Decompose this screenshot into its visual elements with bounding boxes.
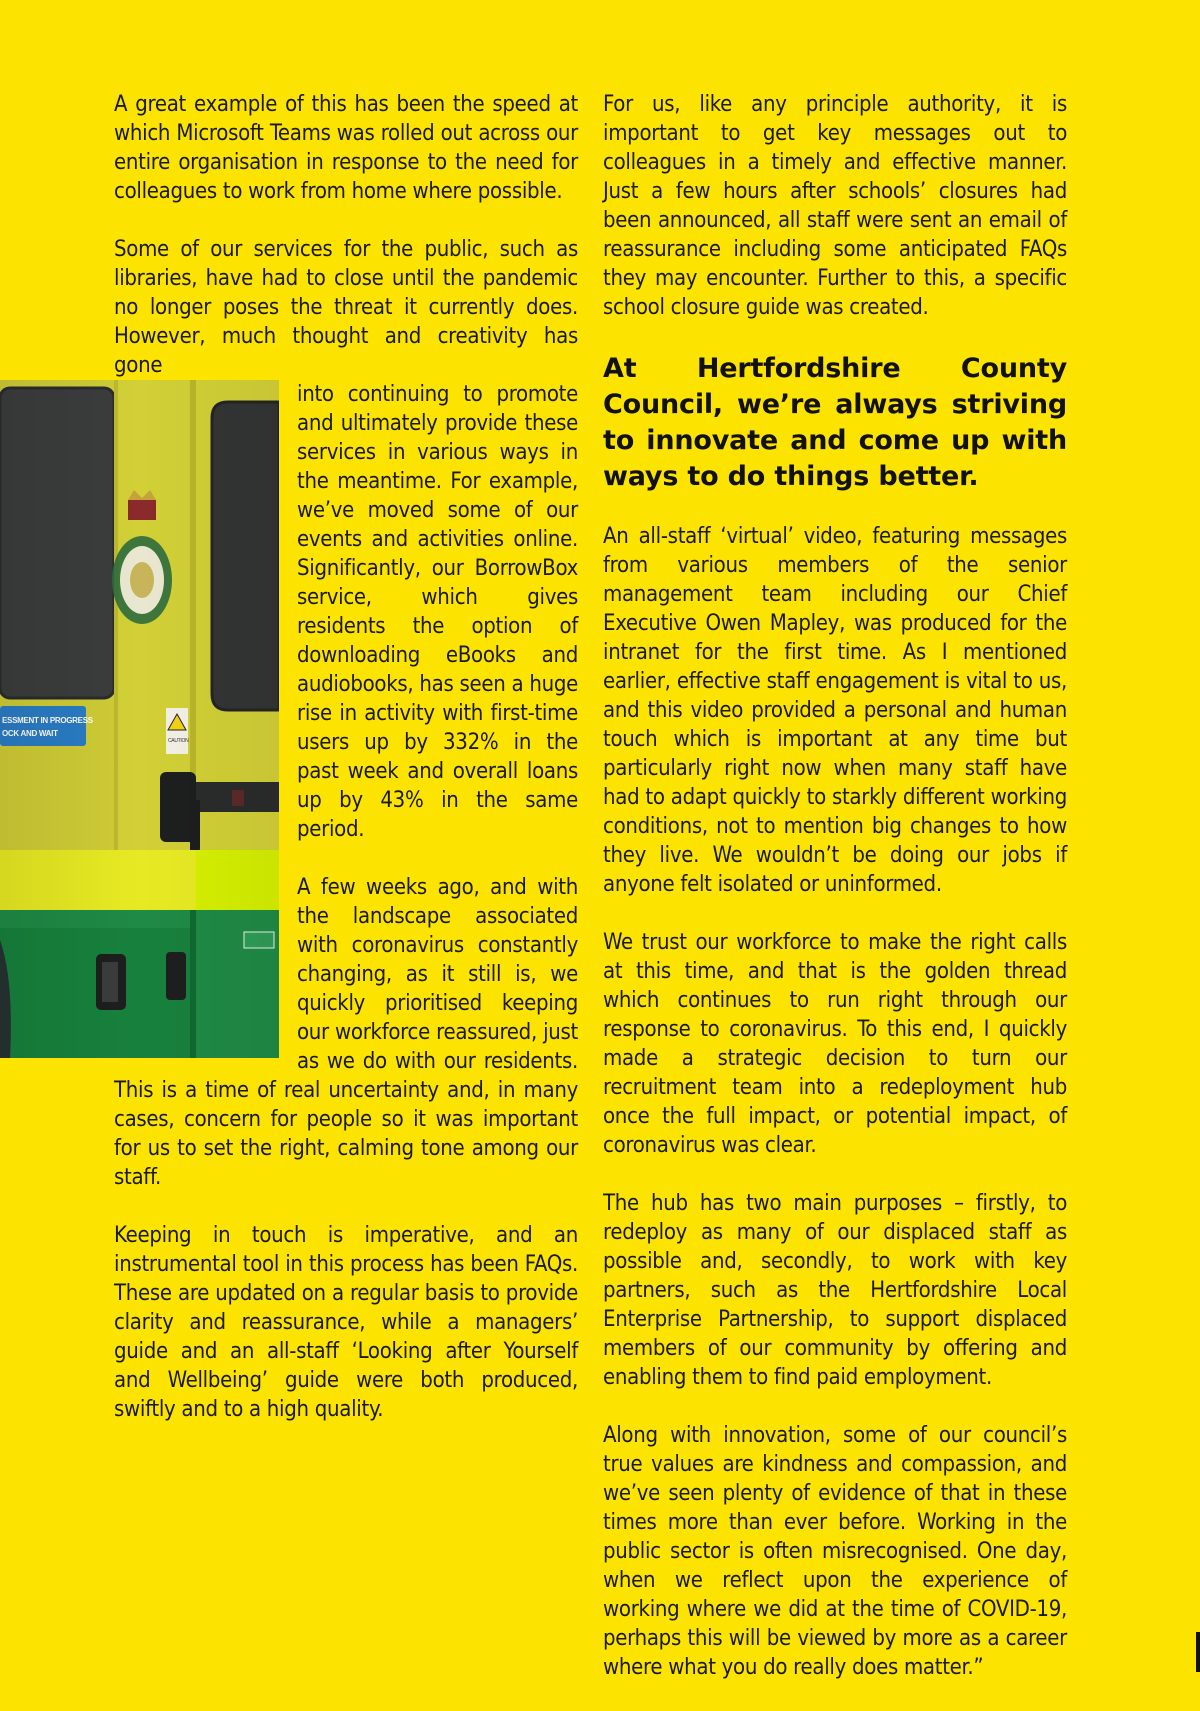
left-paragraph-1: A great example of this has been the speed at which Microsoft Teams was rolled out across our entire organisation in response to the need for colleagues to work from home where possible. (114, 92, 578, 204)
right-paragraph-3: We trust our workforce to make the right calls at this time, and that is the golden thread which continues to run right through our response to coronavirus. To this end, I quickly made a strategic decision to turn our recruitment team into a redeployment hub once the full impact, or potential impact, of coronavirus was clear. (603, 930, 1067, 1158)
ambulance-photo (0, 380, 279, 1058)
left-paragraph-2: into continuing to promote and ultimately provide these services in various ways in the meantime. For example, we’ve moved some of our events and activities online. Significantly, our BorrowBox service, which gives residents the option of downloading eBooks and audiobooks, has seen a huge rise in activity with first-time users up by 332% in the past week and overall loans up by 43% in the same period. (297, 382, 578, 842)
right-paragraph-2: An all-staff ‘virtual’ video, featuring messages from various members of the senior management team including our Chief Executive Owen Mapley, was produced for the intranet for the first time. As I mentioned earlier, effective staff engagement is vital to us, and this video provided a personal and human touch which is important at any time but particularly right now when many staff have had to adapt quickly to starkly different working conditions, not to mention big changes to how they live. We wouldn’t be doing our jobs if anyone felt isolated or uninformed. (603, 524, 1067, 897)
left-paragraph-4: Keeping in touch is imperative, and an instrumental tool in this process has been FAQs. These are updated on a regular basis to provide clarity and reassurance, while a managers’ guide and an all-staff ‘Looking after Yourself and Wellbeing’ guide were both produced, swiftly and to a high quality. (114, 1223, 578, 1422)
pull-quote-heading: At Hertfordshire County Council, we’re always striving to innovate and come up with ways to do things better. (603, 353, 1067, 492)
right-paragraph-1: For us, like any principle authority, it is important to get key messages out to colleagues in a timely and effective manner. Just a few hours after schools’ closures had been announced, all staff were sent an email of reassurance including some anticipated FAQs they may encounter. Further to this, a specific school closure guide was created. (603, 92, 1067, 320)
ambulance-photo-drawing (0, 380, 279, 1058)
right-paragraph-4: The hub has two main purposes – firstly, to redeploy as many of our displaced staff as possible and, secondly, to work with key partners, such as the Hertfordshire Local Enterprise Partnership, to support displaced members of our community by offering and enabling them to find paid employment. (603, 1191, 1067, 1390)
left-paragraph-3: A few weeks ago, and with the landscape associated with coronavirus constantly changing, as it still is, we quickly prioritised keeping our workforce reassured, just as we do with our residents. This is a time of real uncertainty and, in many cases, concern for people so it was important for us to set the right, calming tone among our staff. (114, 875, 578, 1190)
left-column (114, 90, 578, 1453)
right-column (603, 90, 1067, 1711)
page-edge-mark (1196, 1632, 1200, 1672)
right-paragraph-5: Along with innovation, some of our council’s true values are kindness and compassion, and we’ve seen plenty of evidence of that in these times more than ever before. Working in the public sector is often misrecognised. One day, when we reflect upon the experience of working where we did at the time of COVID-19, perhaps this will be viewed by more as a career where what you do really does matter.” (603, 1423, 1067, 1680)
left-paragraph-2-lead: Some of our services for the public, such as libraries, have had to close until the pandemic no longer poses the threat it currently does. However, much thought and creativity has gone (114, 237, 578, 378)
